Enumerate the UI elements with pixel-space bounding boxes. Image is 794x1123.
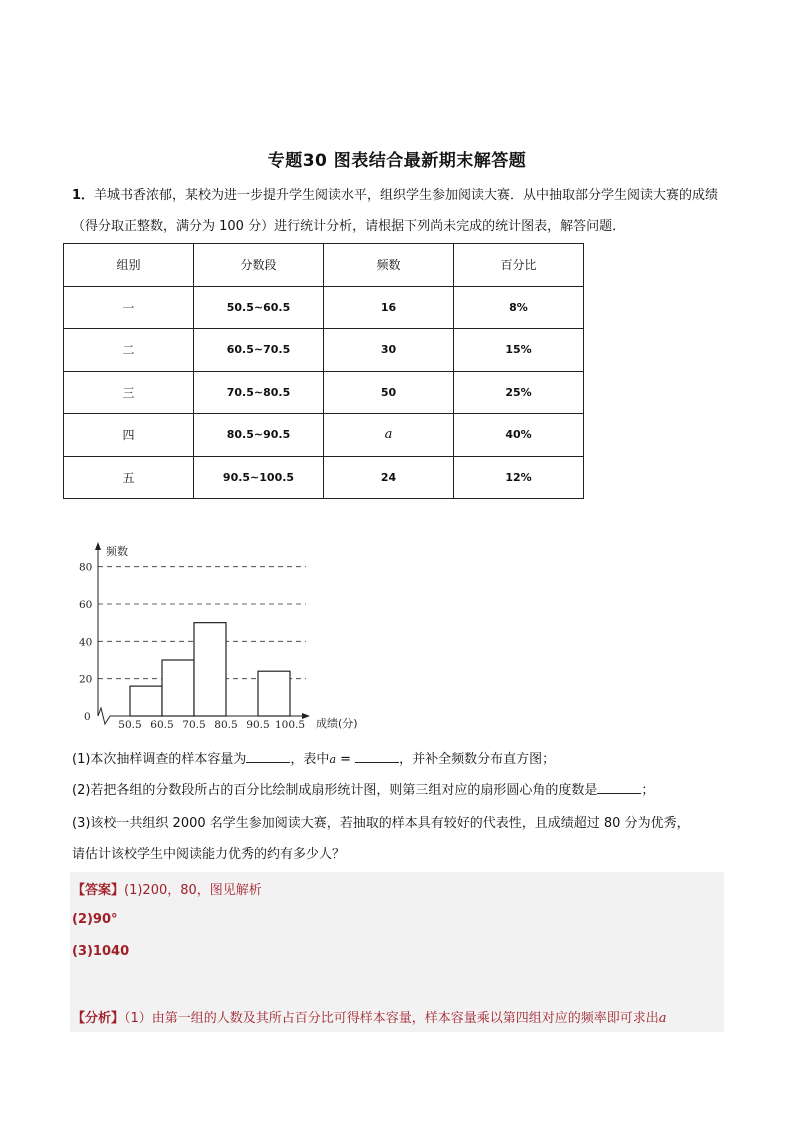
variable-a: a [329, 753, 336, 766]
answer-blank [355, 748, 399, 763]
axis-break-zigzag [98, 708, 110, 724]
header-cell: 百分比 [454, 244, 584, 287]
y-tick-label: 0 [84, 711, 91, 723]
table-row [64, 456, 584, 499]
answer-1: (1)200，80，图见解析 [124, 883, 262, 898]
range-cell: 50.5~60.5 [194, 286, 324, 329]
table-header-row [64, 244, 584, 287]
percent-cell: 15% [454, 329, 584, 372]
table-row [64, 286, 584, 329]
answer-line-1 [72, 879, 262, 898]
problem-text: 羊城书香浓郁，某校为进一步提升学生阅读水平，组织学生参加阅读大赛．从中抽取部分学生阅读大赛的成绩（得分取正整数，满分为 100 分）进行统计分析，请根据下列尚未完成的统计图表，解答问题． [72, 188, 719, 234]
y-tick-label: 60 [79, 599, 93, 611]
problem-number: 1． [72, 188, 95, 203]
frequency-cell: 24 [324, 456, 454, 499]
answer-label: 【答案】 [72, 883, 125, 898]
frequency-cell: a [324, 414, 454, 457]
frequency-table [63, 243, 584, 499]
table-row [64, 371, 584, 414]
answer-line-2: (2)90° [72, 912, 118, 927]
question-1 [72, 746, 732, 774]
y-tick-label: 80 [79, 561, 93, 574]
group-cell: 五 [64, 456, 194, 499]
page-title: 专题30 图表结合最新期末解答题 [267, 151, 527, 171]
frequency-cell: 30 [324, 329, 454, 372]
x-axis-label: 成绩(分) [316, 717, 358, 730]
analysis-text: （1）由第一组的人数及其所占百分比可得样本容量，样本容量乘以第四组对应的频率即可求出 [124, 1011, 659, 1026]
range-cell: 90.5~100.5 [194, 456, 324, 499]
percent-cell: 12% [454, 456, 584, 499]
y-tick-label: 20 [79, 673, 93, 686]
frequency-cell: 16 [324, 286, 454, 329]
x-tick-label: 70.5 [182, 719, 206, 731]
frequency-histogram [70, 538, 380, 734]
question-2-text-b: ； [641, 783, 655, 798]
range-cell: 60.5~70.5 [194, 329, 324, 372]
answer-blank [597, 779, 641, 794]
x-tick-label: 60.5 [150, 719, 174, 731]
percent-cell: 40% [454, 414, 584, 457]
question-1-text: (1)本次抽样调查的样本容量为 [72, 752, 247, 767]
x-tick-label: 100.5 [274, 719, 306, 731]
group-cell: 二 [64, 329, 194, 372]
question-2 [72, 777, 732, 805]
question-2-text: (2)若把各组的分数段所占的百分比绘制成扇形统计图，则第三组对应的扇形圆心角的度数是 [72, 783, 598, 798]
range-cell: 80.5~90.5 [194, 414, 324, 457]
table-row [64, 329, 584, 372]
percent-cell: 8% [454, 286, 584, 329]
percent-cell: 25% [454, 371, 584, 414]
x-tick-label: 90.5 [246, 719, 270, 731]
group-cell: 三 [64, 371, 194, 414]
group-cell: 四 [64, 414, 194, 457]
header-cell: 组别 [64, 244, 194, 287]
y-tick-label: 40 [79, 636, 93, 649]
range-cell: 70.5~80.5 [194, 371, 324, 414]
histogram-bar [162, 660, 194, 716]
x-tick-label: 50.5 [118, 719, 142, 731]
question-1-text-d: ，并补全频数分布直方图； [399, 752, 556, 767]
histogram-bar [194, 623, 226, 716]
analysis-line [72, 1007, 722, 1026]
question-1-text-b: ，表中 [290, 752, 330, 767]
histogram-bar [130, 686, 162, 716]
x-tick-label: 80.5 [214, 719, 238, 731]
variable-a: a [658, 1011, 667, 1026]
analysis-label: 【分析】 [72, 1011, 125, 1026]
histogram-bar [258, 671, 290, 716]
answer-blank [246, 748, 290, 763]
equals-sign: = [336, 752, 356, 767]
header-cell: 分数段 [194, 244, 324, 287]
frequency-cell: 50 [324, 371, 454, 414]
answer-line-3: (3)1040 [72, 944, 130, 959]
table-row [64, 414, 584, 457]
question-3: (3)该校一共组织 2000 名学生参加阅读大赛，若抽取的样本具有较好的代表性，且成绩超过 80 分为优秀， [72, 816, 690, 831]
header-cell: 频数 [324, 244, 454, 287]
problem-intro [72, 180, 722, 242]
y-axis-label: 频数 [106, 545, 128, 558]
y-axis-arrow-icon [95, 542, 101, 550]
question-3-continued: 请估计该校学生中阅读能力优秀的约有多少人？ [72, 847, 346, 862]
group-cell: 一 [64, 286, 194, 329]
